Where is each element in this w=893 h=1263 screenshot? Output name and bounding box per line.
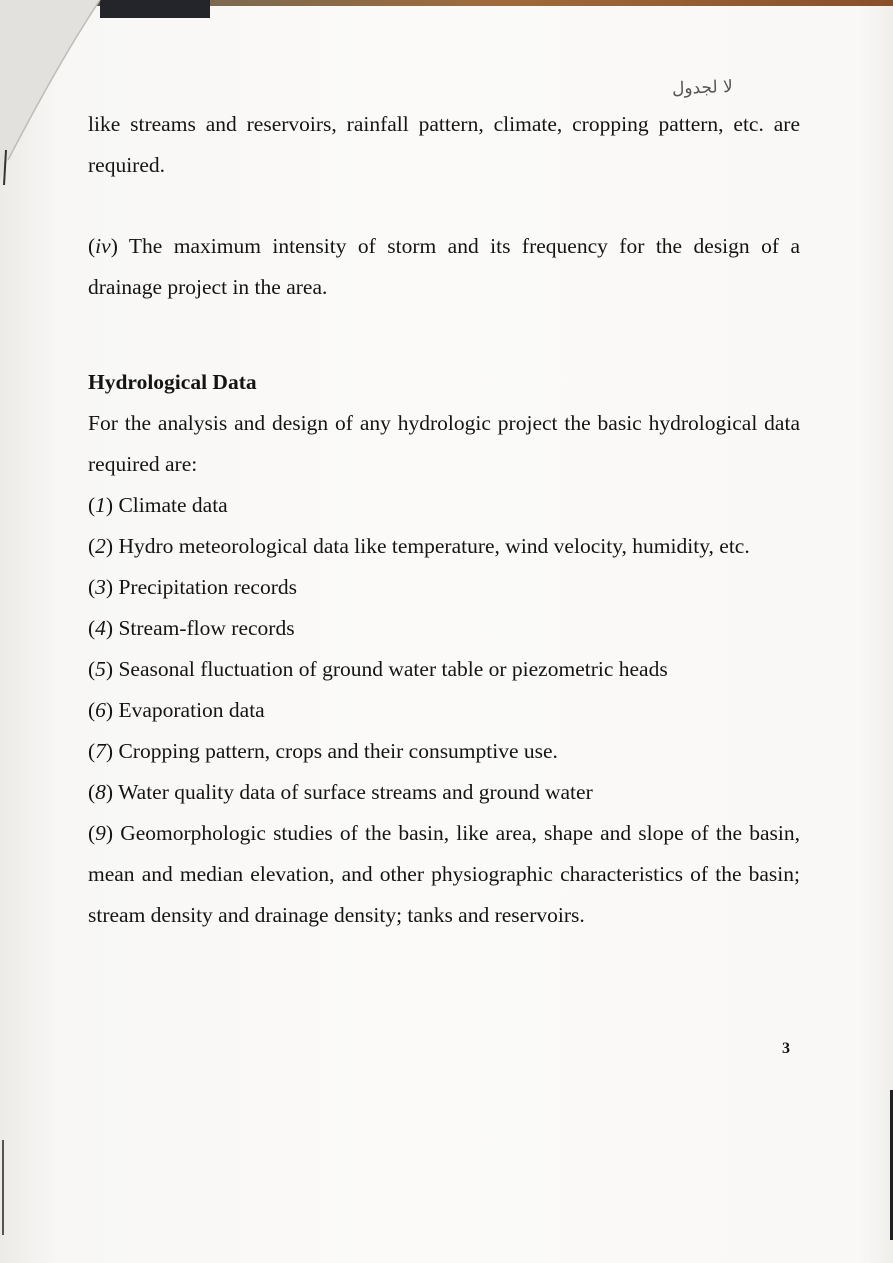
item-iv: (iv) The maximum intensity of storm and its frequency for the design of a drainage project in the area.: [88, 234, 800, 299]
section-heading: Hydrological Data: [88, 370, 257, 394]
list-item: (6) Evaporation data: [88, 698, 265, 722]
hydrological-data-list: [88, 485, 800, 936]
scan-edge-left: [2, 1140, 4, 1235]
section-lead: For the analysis and design of any hydrologic project the basic hydrological data required are:: [88, 411, 800, 476]
item-iv-number: iv: [95, 234, 111, 258]
page-number: 3: [782, 1040, 790, 1057]
list-item: (5) Seasonal fluctuation of ground water table or piezometric heads: [88, 657, 668, 681]
handwritten-note: ﻟﺎ ﻟﺠﺪﻭﻝ: [671, 76, 734, 100]
item-iv-text: The maximum intensity of storm and its frequency for the design of a drainage project in the area.: [88, 234, 800, 299]
list-item: (4) Stream-flow records: [88, 616, 295, 640]
list-item: (7) Cropping pattern, crops and their consumptive use.: [88, 739, 558, 763]
intro-continuation: like streams and reservoirs, rainfall pattern, climate, cropping pattern, etc. are required.: [88, 112, 800, 177]
list-item: (3) Precipitation records: [88, 575, 297, 599]
list-item: (9) Geomorphologic studies of the basin, like area, shape and slope of the basin, mean and median elevation, and other physiographic characteristics of the basin; stream density and drainage density; tanks and reservoirs.: [88, 821, 800, 927]
list-item: (2) Hydro meteorological data like temperature, wind velocity, humidity, etc.: [88, 534, 750, 558]
list-item: (8) Water quality data of surface streams and ground water: [88, 780, 593, 804]
list-item: (1) Climate data: [88, 493, 228, 517]
